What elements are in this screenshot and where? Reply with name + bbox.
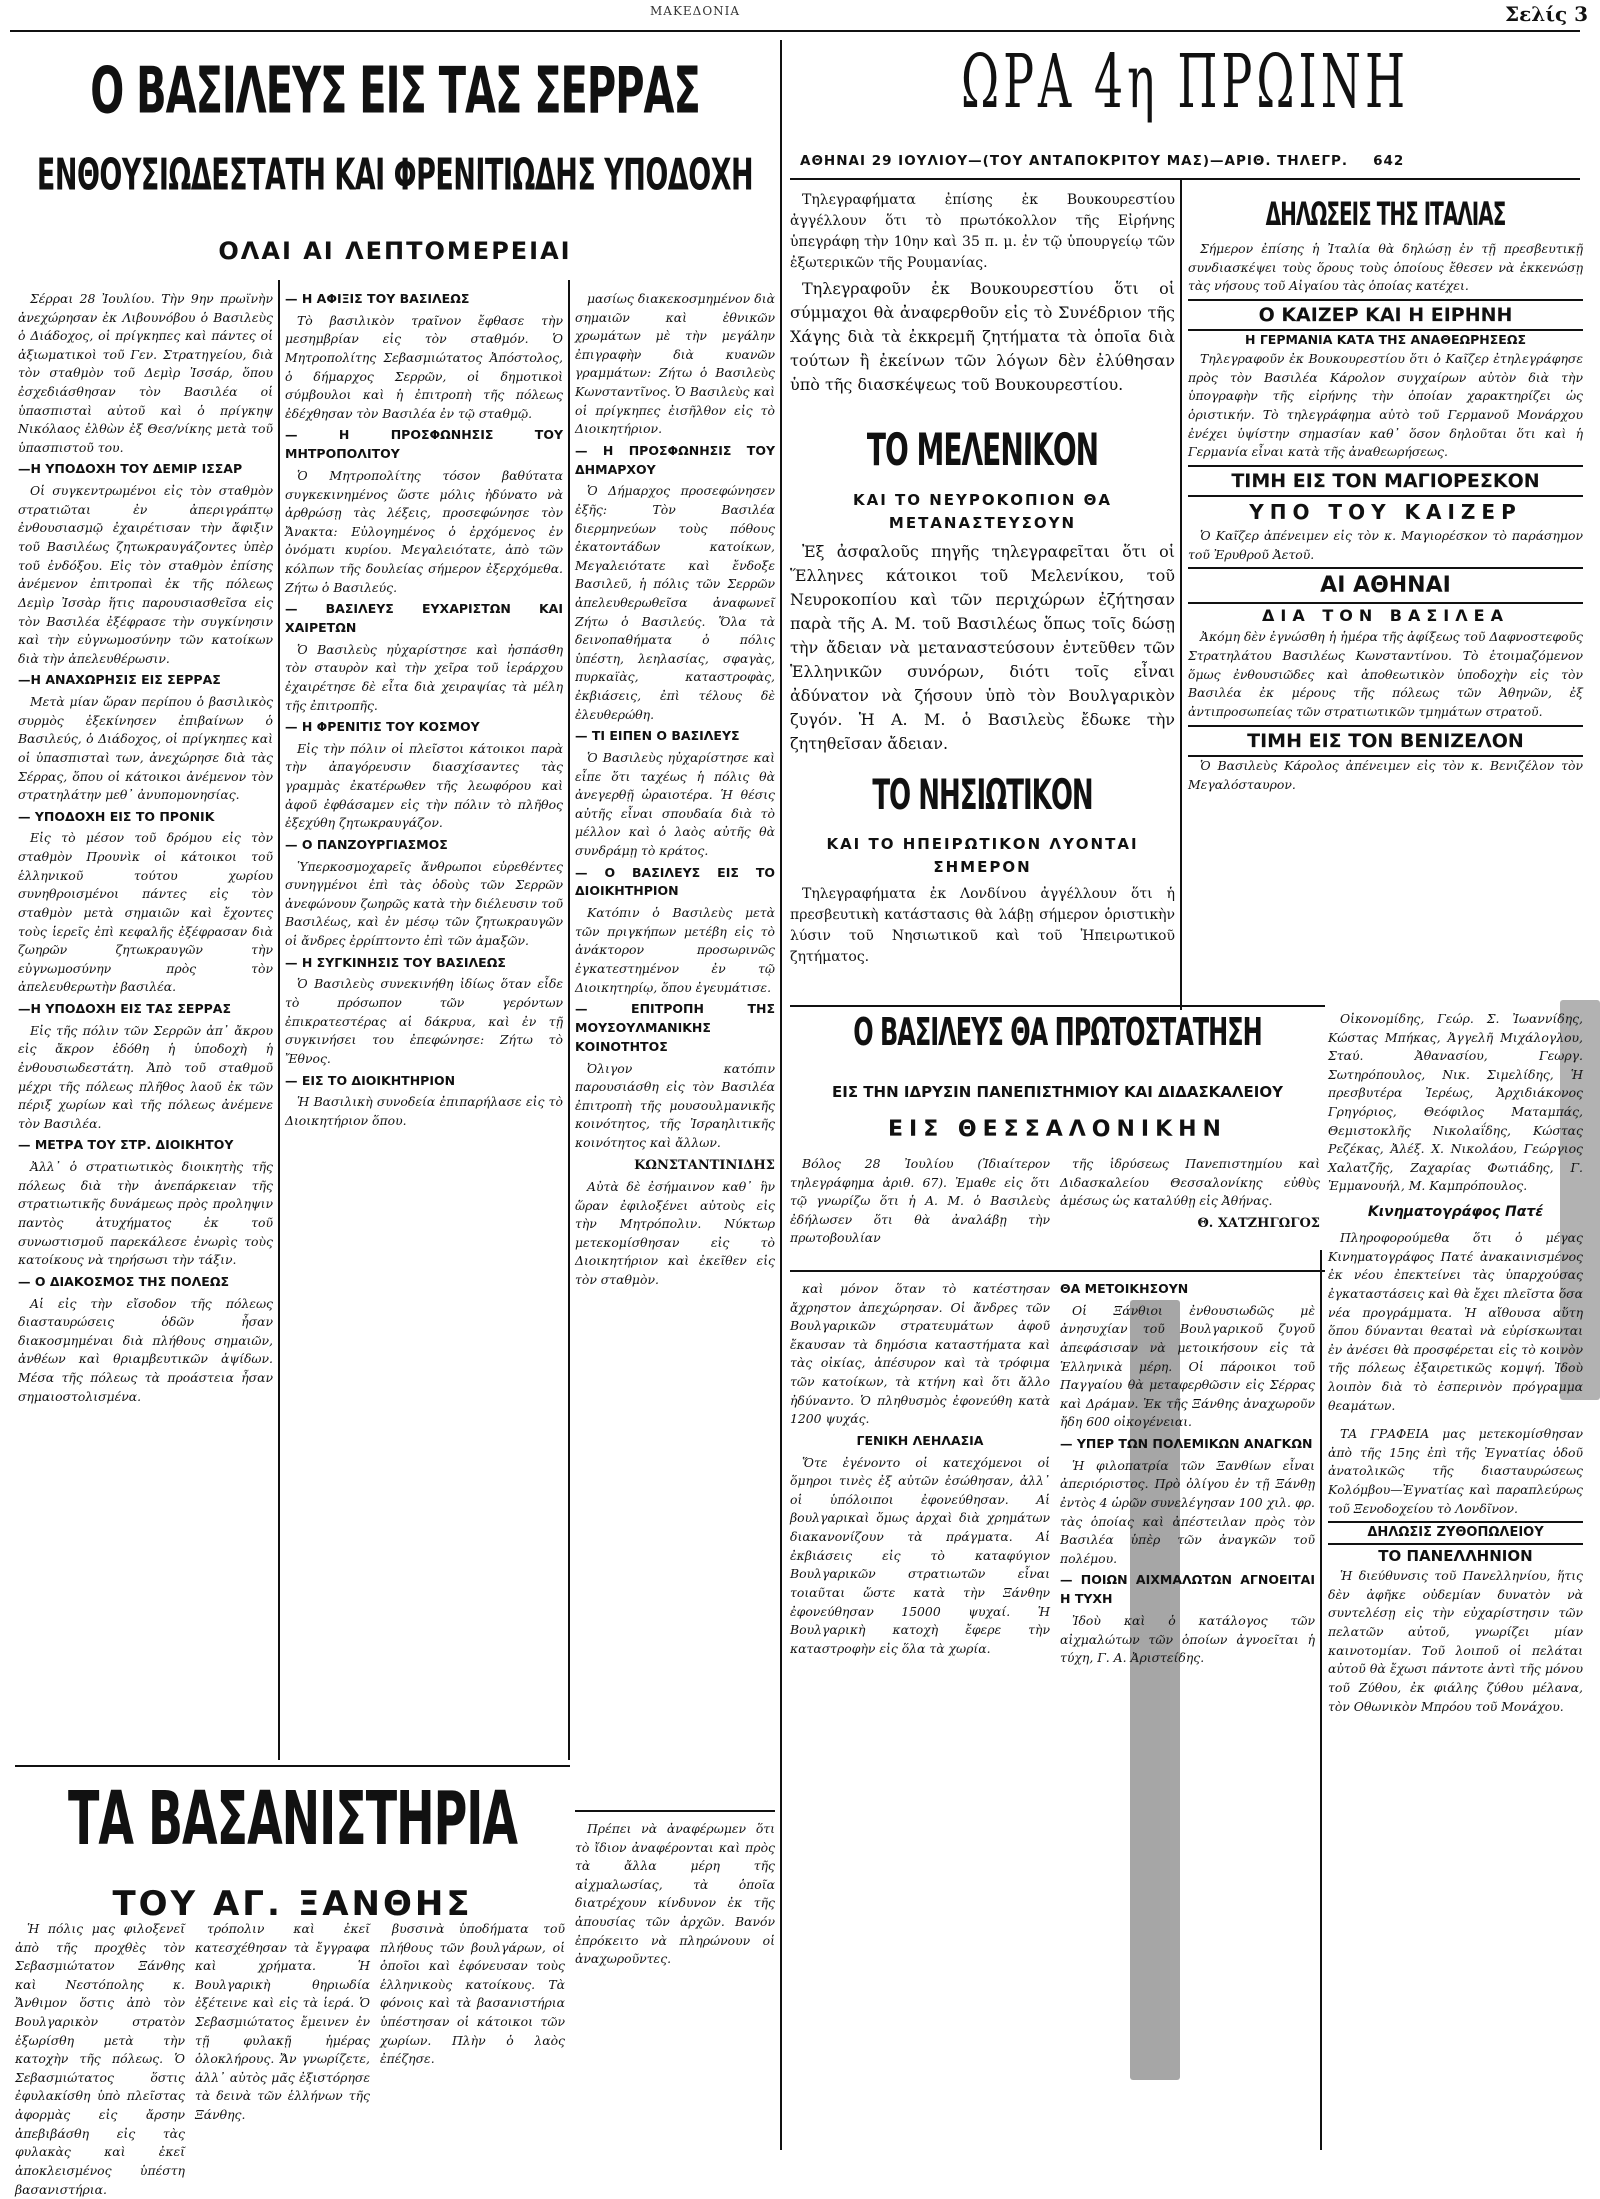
headline-all-details: ΟΛΑΙ ΑΙ ΛΕΠΤΟΜΕΡΕΙΑΙ (218, 237, 572, 265)
article-paragraph: Οἱ Ξάνθιοι ἐνθουσιωδῶς μὲ ἀνησυχίαν τοῦ Βουλγαρικοῦ ζυγοῦ ἀπεφάσισαν νὰ μετοικήσουν εἰς τὰ Ἑλληνικὰ μέρη. Οἱ πάροικοι τοῦ Παγγαίου θὰ μεταφερθῶσιν εἰς Σέρρας καὶ Δράμαν. Ἐκ τῆς Ξάνθης ἀναχωροῦν ἤδη 600 οἰκογένειαι. (1060, 1302, 1315, 1430)
headline-nisiotikon: ΤΟ ΝΗΣΙΩΤΙΚΟΝ (872, 772, 1093, 821)
article-paragraph: Ἡ πόλις μας φιλοξενεῖ ἀπὸ τῆς προχθὲς τὸν Σεβασμιώτατον Ξάνθης καὶ Νεστόπολης κ. Ἄνθιμον ὅστις ἀπὸ τὸν Βουλγαρικὸν στρατὸν ἐξωρίσθη μετὰ τὴν κατοχὴν τῆς πόλεως. Ὁ Σεβασμιώτατος ὅστις ἐφυλακίσθη ὑπὸ πλεῖστας ἀφορμὰς εἰς ἄρσην ἀπεβιβάσθη εἰς τὰς φυλακὰς καὶ ἐκεῖ ἀποκλεισμένος ὑπέστη βασανιστήρια. (15, 1921, 185, 2197)
section-heading: —Η ΥΠΟΔΟΧΗ ΕΙΣ ΤΑΣ ΣΕΡΡΑΣ (18, 1000, 231, 1016)
headline-kaiser: Ο ΚΑΙΖΕΡ ΚΑΙ Η ΕΙΡΗΝΗ (1188, 299, 1583, 332)
section-heading: — ΥΠΟΔΟΧΗ ΕΙΣ ΤΟ ΠΡΟΝΙΚ (18, 808, 215, 824)
headline-block (15, 45, 775, 275)
col5-body (1188, 190, 1583, 1010)
section-heading: — Η ΠΡΟΣΦΩΝΗΣΙΣ ΤΟΥ ΔΗΜΑΡΧΟΥ (575, 442, 775, 477)
dateline: ΑΘΗΝΑΙ 29 ΙΟΥΛΙΟΥ—(ΤΟΥ ΑΝΤΑΠΟΚΡΙΤΟΥ ΜΑΣ)—ΑΡΙΘ. ΤΗΛΕΓΡ. (800, 153, 1348, 169)
section-heading: — Η ΦΡΕΝΙΤΙΣ ΤΟΥ ΚΟΣΜΟΥ (285, 719, 480, 735)
article-paragraph: Μετὰ μίαν ὥραν περίπου ὁ βασιλικὸς συρμὸς ἐξεκίνησεν ἐπιβαίνων ὁ Βασιλεύς, ὁ Διάδοχος, οἱ πρίγκηπες καὶ οἱ ὑπασπισταὶ των, ἀνεχώρησε διὰ τὰς Σέρρας, ὅπου οἱ κάτοικοι ἀνέμενον τὸν στρατηλάτην μεθ᾽ ἀνυπομονησίας. (18, 694, 273, 803)
headline-king-in-serres: Ο ΒΑΣΙΛΕΥΣ ΕΙΣ ΤΑΣ ΣΕΡΡΑΣ (90, 55, 700, 129)
article-paragraph: Αὐτὰ δὲ ἐσήμαινον καθ᾽ ἣν ὥραν ἐφιλοξένει αὐτοὺς εἰς τὴν Μητρόπολιν. Νύκτωρ μετεκομίσθησαν εἰς τὸ Διοικητήριον καὶ ἐκεῖθεν εἰς τὸν σταθμὸν. (575, 1179, 775, 1288)
masthead-paper-name: ΜΑΚΕΔΟΝΙΑ (650, 4, 741, 18)
headline-panellinion: ΤΟ ΠΑΝΕΛΛΗΝΙΟΝ (1378, 1546, 1533, 1565)
article-paragraph: Ἡ φιλοπατρία τῶν Ξανθίων εἶναι ἀπεριόριστος. Πρὸ ὀλίγου ἐν τῇ Ξάνθῃ ἐντὸς 4 ὡρῶν συνελέγησαν 100 χιλ. φρ. τὰς ὁποίας καὶ ἀπέστειλαν πρὸς τὸν Βασιλέα ὑπὲρ τῶν ἀναγκῶν τοῦ πολέμου. (1060, 1457, 1315, 1566)
article-paragraph: Αἱ εἰς τὴν εἴσοδον τῆς πόλεως διασταυρώσεις ὁδῶν ἦσαν διακοσμημέναι διὰ πλήθους σημαιῶν, ἀνθέων καὶ θριαμβευτικῶν ἁψίδων. Μέσα τῆς πόλεως τὰ προάστεια ἦσαν σημαιοστολισμένα. (18, 1295, 273, 1404)
col1-body (18, 290, 273, 1750)
headline-for-king: ΔΙΑ ΤΟΝ ΒΑΣΙΛΕΑ (1262, 606, 1509, 626)
section-rule (15, 1765, 570, 1767)
article-paragraph: μασίως διακεκοσμημένον διὰ σημαιῶν καὶ ἐθνικῶν χρωμάτων μὲ τὴν μεγάλην ἐπιγραφὴν διὰ κυανῶν γραμμάτων: Ζήτω ὁ Βασιλεὺς Κωνσταντῖνος. Ὁ Βασιλεὺς καὶ οἱ πρίγκηπες ἐισῆλθον εἰς τὸ Διοικητήριον. (575, 291, 775, 437)
article-paragraph: βυσσινὰ ὑποδήματα τοῦ πλήθους τῶν βουλγάρων, οἱ ὁποῖοι καὶ ἐφόνευσαν τοὺς ἑλληνικοὺς κατοίκους. Τὰ φόνοις καὶ τὰ βασανιστήρια ὑπέστησαν οἱ κάτοικοι τῶν χωρίων. Πλὴν ὁ λαὸς ἐπέζησε. (380, 1921, 565, 2067)
article-paragraph: Οἱ συγκεντρωμένοι εἰς τὸν σταθμὸν στρατιῶται ἐν ἀπεριγράπτῳ ἐνθουσιασμῷ ἐχαιρέτισαν τὴν ἄφιξιν τοῦ Βασιλέως ζητωκραυγάζοντες ὑπὲρ τοῦ ἐνδόξου. Εἰς τὸν σταθμὸν ἐπίσης ἀνέμενον ἐπιτροπαὶ ἐκ τῆς πόλεως Δεμὶρ Ἰσσὰρ ἥτις παρουσιασθεῖσα εἰς τὸν Βασιλέα ἐξέφρασε τὴν συγκίνησιν καὶ τὴν εὐγνωμοσύνην τῶν κατοίκων διὰ τὴν ἀπελευθέρωσιν. (18, 483, 273, 666)
section-heading: ΓΕΝΙΚΗ ΛΕΗΛΑΣΙΑ (856, 1432, 984, 1448)
headline-nevrokopion: ΚΑΙ ΤΟ ΝΕΥΡΟΚΟΠΙΟΝ ΘΑ ΜΕΤΑΝΑΣΤΕΥΣΟΥΝ (852, 491, 1113, 532)
col3b-body (575, 1820, 775, 2150)
headline-enthusiastic-welcome: ΕΝΘΟΥΣΙΩΔΕΣΤΑΤΗ ΚΑΙ ΦΡΕΝΙΤΙΩΔΗΣ ΥΠΟΔΟΧΗ (36, 151, 754, 201)
article-paragraph: Ἀλλ᾽ ὁ στρατιωτικὸς διοικητὴς τῆς πόλεως διὰ τὴν ἀνεπάρκειαν τῆς στρατιωτικῆς δυνάμεως πρὸς προληψιν παντὸς ἀτυχήματος ἐκ τοῦ συνωστισμοῦ παρεκάλεσε ἐνωρὶς τοὺς κατοίκους νὰ τηρήσωσι τὴν τάξιν. (18, 1159, 273, 1268)
section-heading: — ΕΙΣ ΤΟ ΔΙΟΙΚΗΤΗΡΙΟΝ (285, 1072, 456, 1088)
headline-athens: ΑΙ ΑΘΗΝΑΙ (1188, 567, 1583, 604)
four-am-banner (790, 38, 1580, 158)
headline-university: ΕΙΣ ΤΗΝ ΙΔΡΥΣΙΝ ΠΑΝΕΠΙΣΤΗΜΙΟΥ ΚΑΙ ΔΙΔΑΣΚΑΛΕΙΟΥ (832, 1083, 1283, 1101)
article-paragraph: Πρέπει νὰ ἀναφέρωμεν ὅτι τὸ ἴδιον ἀναφέρονται καὶ πρὸς τὰ ἄλλα μέρη τῆς αἰχμαλωσίας, τὰ ὁποῖα διατρέχουν κίνδυνον ἐκ τῆς ἀπουσίας τῶν ἀρχῶν. Βανόν ἐπρόκειτο νὰ πληρώνουν οἱ ἀναχωροῦντες. (575, 1821, 775, 1967)
telegram-number: 642 (1373, 153, 1405, 169)
headline-bishop-xanthi: ΤΟΥ ΑΓ. ΞΑΝΘΗΣ (112, 1884, 473, 1924)
article-paragraph: Τηλεγραφοῦν ἐκ Βουκουρεστίου ὅτι ὁ Καῖζερ ἐτηλεγράφησε πρὸς τὸν Βασιλέα Κάρολον συγχαίρων αὐτὸν διὰ τὴν ὑπογραφὴν τῆς εἰρήνης τὴν ὁποίαν χαρακτηρίζει ὡς ὁριστικήν. Τὸ τηλεγράφημα αὐτὸ τοῦ Γερμανοῦ Μονάρχου ἐνέχει ὑψίστην σημασίαν καθ᾽ ὅσον δηλοῦται ὅτι καὶ ἡ Γερμανία εἶναι κατὰ τῆς ἀναθεωρήσεως. (1188, 351, 1583, 460)
article-paragraph: Ὁ Δήμαρχος προσεφώνησεν ἐξῆς: Τὸν Βασιλέα διερμηνεύων τοὺς πόθους ἐκατοντάδων κατοίκων, Μεγαλειότατε καὶ ἔνδοξε Βασιλεῦ, ἡ πόλις τῶν Σερρῶν ἀπελευθερωθεῖσα ἀναφωνεῖ Ζήτω ὁ Βασιλεύς. Ὅλα τὰ δεινοπαθήματα ὁ πόλις ὑπέστη, λεηλασίας, σφαγὰς, πυρκαϊὰς, καταστροφὰς, ἐκβιάσεις, ἐπὶ τέλους δὲ ἐλευθερώθη. (575, 483, 775, 722)
article-paragraph: Ὁ Βασιλεὺς συνεκινήθη ἰδίως ὅταν εἶδε τὸ πρόσωπον τῶν γερόντων ἐπικρατεστέρας αἱ δάκρυα, καὶ ἐν τῇ συγκινήσει του ἐπεφώνησε: Ζήτω τὸ Ἔθνος. (285, 976, 563, 1066)
headline-venizelos: ΤΙΜΗ ΕΙΣ ΤΟΝ ΒΕΝΙΖΕΛΟΝ (1188, 725, 1583, 758)
king-patron-text-a (790, 1155, 1050, 1265)
col2-body (285, 290, 563, 1760)
section-heading: — Η ΣΥΓΚΙΝΗΣΙΣ ΤΟΥ ΒΑΣΙΛΕΩΣ (285, 954, 506, 970)
section-heading: — ΕΠΙΤΡΟΠΗ ΤΗΣ ΜΟΥΣΟΥΛΜΑΝΙΚΗΣ ΚΟΙΝΟΤΗΤΟΣ (575, 1001, 775, 1054)
signature: Θ. ΧΑΤΖΗΓΩΓΟΣ (1197, 1215, 1320, 1231)
column-divider (568, 280, 570, 1760)
article-paragraph: Ἡ διεύθυνσις τοῦ Πανελληνίου, ἥτις δὲν ἀφῆκε οὐδεμίαν δυνατὸν νὰ συντελέσῃ εἰς τὴν εὐχαρίστησιν τῶν πελατῶν αὐτοῦ, γνωρίζει μίαν καινοτομίαν. Τοῦ λοιποῦ οἱ πελάται αὐτοῦ θὰ ἔχωσι πάντοτε ἀντὶ τῆς μόνου τοῦ Ζύθου, ἐκ φιάλης ζύθου μέλανα, τὸν Οθωνικὸν Μπρόου τοῦ Μονάχου. (1328, 1568, 1583, 1714)
headline-by-kaiser: ΥΠΟ ΤΟΥ ΚΑΙΖΕΡ (1249, 500, 1522, 525)
article-paragraph: Ἐξ ἀσφαλοῦς πηγῆς τηλεγραφεῖται ὅτι οἱ Ἕλληνες κάτοικοι τοῦ Μελενίκου, τοῦ Νευροκοπίου καὶ τῶν περιχώρων ἐζήτησαν παρὰ τῆς Α. Μ. τοῦ Βασιλέως ὅπως τοῖς δώσῃ τὴν ἄδειαν νὰ μεταναστεύσουν ἐντεῦθεν τῶν Ἑλληνικῶν συνόρων, διότι τοῖς εἶναι ἀδύνατον νὰ ζήσουν ὑπὸ τὸν Βουλγαρικὸν ζυγόν. Ἡ Α. Μ. ὁ Βασιλεὺς ἔδωκε τὴν ζητηθεῖσαν ἄδειαν. (790, 542, 1175, 753)
section-rule (790, 1005, 1325, 1007)
article-paragraph: Ὅτε ἐγένοντο οἱ κατεχόμενοι οἱ ὅμηροι τινὲς ἐξ αὐτῶν ἐσώθησαν, ἀλλ᾽ οἱ ὑπόλοιποι ἐφονεύθησαν. Αἱ βουλγαρικαὶ ὅμως ἀρχαὶ διὰ χρημάτων διακανονίζουν τὰ πράγματα. Αἱ ἐκβιάσεις εἰς τὸ καταφύγιον Βουλγαρικῶν στρατιωτῶν εἶναι τοιαῦται ὥστε κατὰ τὴν Ξάνθην ἐφονεύθησαν 15000 ψυχαί. Ἡ Βουλγαρικὴ κατοχὴ ἔφερε τὴν καταστροφὴν εἰς ὅλα τὰ χωρία. (790, 1454, 1050, 1656)
article-paragraph: Ὁ Βασιλεὺς ηὐχαρίστησε καὶ ἠσπάσθη τὸν σταυρὸν καὶ τὴν χεῖρα τοῦ ἱεράρχου ἐχαιρέτησε δὲ εἶτα διὰ χειραψίας τὰ μέλη τῆς ἐπιτροπῆς. (285, 641, 563, 713)
headline-honor-maiorescu: ΤΙΜΗ ΕΙΣ ΤΟΝ ΜΑΓΙΟΡΕΣΚΟΝ (1188, 465, 1583, 498)
article-paragraph: τῆς ἱδρύσεως Πανεπιστημίου καὶ Διδασκαλείου Θεσσαλονίκης εὐθὺς ἀμέσως ὡς καταλύθῃ εἰς Ἀθήνας. (1060, 1156, 1320, 1209)
article-paragraph: Ὁ Βασιλεὺς ηὐχαρίστησε καὶ εἶπε ὅτι ταχέως ἡ πόλις θὰ ἀνεγερθῇ ὡραιοτέρα. Ἡ θέσις αὐτῆς εἶναι σπουδαία διὰ τὸ μέλλον καὶ ὁ λαὸς αὐτῆς θὰ συνδράμῃ τὸ κράτος. (575, 750, 775, 859)
article-paragraph: Ὁ Καῖζερ ἀπένειμεν εἰς τὸν κ. Μαγιορέσκον τὸ παράσημον τοῦ Ἐρυθροῦ Ἀετοῦ. (1188, 528, 1583, 562)
section-rule (790, 1270, 1325, 1272)
torture-col-c (380, 1920, 565, 2155)
article-paragraph: Τηλεγραφήματα ἐκ Λονδίνου ἀγγέλλουν ὅτι ἡ πρεσβευτικὴ κατάστασις θὰ λάβῃ σήμερον ὁριστικὴν λύσιν τοῦ Νησιωτικοῦ καὶ τοῦ Ἠπειρωτικοῦ ζητήματος. (790, 886, 1175, 965)
section-heading: ΘΑ ΜΕΤΟΙΚΗΣΟΥΝ (1060, 1281, 1189, 1296)
article-paragraph: καὶ μόνον ὅταν τὸ κατέστησαν ἄχρηστον ἀπεχώρησαν. Οἱ ἄνδρες τῶν Βουλγαρικῶν στρατευμάτων ἀφοῦ ἔκαυσαν τὰ δημόσια καταστήματα καὶ τὰς οἰκίας, ἀπέσυρον καὶ τὰ τρόφιμα τῶν κατοίκων, τὰ κτήνη καὶ ὅτι ἄλλο ἠδύναντο. Ὁ πληθυσμὸς ἐφονεύθη κατὰ 1200 ψυχάς. (790, 1281, 1050, 1427)
article-paragraph: Ὀλιγον κατόπιν παρουσιάσθη εἰς τὸν Βασιλέα ἐπιτροπὴ τῆς μουσουλμανικῆς κοινότητος, τῆς Ἰσραηλιτικῆς κοινότητος καὶ ἄλλων. (575, 1060, 775, 1150)
article-paragraph: Ἰδοὺ καὶ ὁ κατάλογος τῶν αἰχμαλώτων τῶν ὁποίων ἀγνοεῖται ἡ τύχη, Γ. Α. Ἀριστείδης. (1060, 1612, 1315, 1666)
article-paragraph: Τηλεγραφοῦν ἐκ Βουκουρεστίου ὅτι οἱ σύμμαχοι θὰ ἀναφερθοῦν εἰς τὸ Συνέδριον τῆς Χάγης διὰ τὰ ἐκκρεμῆ ζητήματα τὰ ὁποῖα διὰ τούτων ἢ ἐκείνων τῶν λόγων δὲν ἐλύθησαν ὑπὸ τῆς διασκέψεως τοῦ Βουκουρεστίου. (790, 279, 1175, 394)
article-paragraph: Σήμερον ἐπίσης ἡ Ἰταλία θὰ δηλώσῃ ἐν τῇ πρεσβευτικῇ συνδιασκέψει τοὺς ὅρους τοὺς ὁποίους ἔθεσεν νὰ ἐκκενώσῃ τὰς νήσους τοῦ Αἰγαίου τὰς ὁποίας κατέχει. (1188, 241, 1583, 294)
section-heading: — Ο ΔΙΑΚΟΣΜΟΣ ΤΗΣ ΠΟΛΕΩΣ (18, 1273, 229, 1289)
headline-ipeirotikon: ΚΑΙ ΤΟ ΗΠΕΙΡΩΤΙΚΟΝ ΛΥΟΝΤΑΙ ΣΗΜΕΡΟΝ (826, 835, 1139, 876)
prisoner-list: Οἰκονομίδης, Γεώρ. Σ. Ἰωαννίδης, Κώστας Μπήκας, Ἀγγελῆ Μιχάλογλου, Σταύ. Ἀθανασίου, Γεωργ. Σωτηρόπουλος, Νικ. Σιμελίδης, Ἡ πρεσβυτέρα Ἰερέως, Ἀρχιδιάκονος Γρηγόριος, Θεόφιλος Ματαμπάς, Θεμιστοκλῆς Νικολαΐδης, Κώστας Ρεζέκας, Ἀλέξ. Χ. Νικολάου, Γεώργιος Χαλατζῆς, Ζαχαρίας Φωτιάδης, Γ. Ἐμμανουήλ, Μ. Καμπρόπουλος. (1328, 1011, 1583, 1194)
section-heading: — ΤΙ ΕΙΠΕΝ Ο ΒΑΣΙΛΕΥΣ (575, 728, 740, 744)
article-paragraph: Σέρραι 28 Ἰουλίου. Τὴν 9ην πρωϊνὴν ἀνεχώρησαν ἐκ Λιβουνόβου ὁ Βασιλεὺς ὁ Διάδοχος, οἱ πρίγκηπες καὶ πάντες οἱ ἀξιωματικοὶ τοῦ Γεν. Στρατηγείου, διὰ τὸν σταθμὸν τοῦ Δεμὶρ Ἰσσάρ, ὅπου ἐσχεδιάσθησαν τὸν Βασιλέα οἱ ὑπασπισταὶ αὐτοῦ καὶ ὁ πρίγκηψ Νικόλαος ἐλθὼν ἐξ Θεσ/νίκης μετὰ τοῦ ὑπασπιστοῦ του. (18, 291, 273, 455)
section-heading: — ΥΠΕΡ ΤΩΝ ΠΟΛΕΜΙΚΩΝ ΑΝΑΓΚΩΝ (1060, 1436, 1313, 1452)
dateline-row (800, 150, 1480, 174)
headline-tortures: ΤΑ ΒΑΣΑΝΙΣΤΗΡΙΑ (67, 1775, 518, 1862)
signature: ΚΩΝΣΤΑΝΤΙΝΙΔΗΣ (634, 1157, 775, 1173)
banner-four-am: ΩΡΑ 4η ΠΡΩΙΝΗ (960, 38, 1410, 125)
article-paragraph: Βόλος 28 Ἰουλίου (Ἰδιαίτερον τηλεγράφημα ἀριθ. 67). Ἐμαθε εἰς ὅτι τῷ γνωρίζω ὅτι ἡ Α. Μ. ὁ Βασιλεὺς ἐδήλωσεν ὅτι θὰ ἀναλάβῃ τὴν πρωτοβουλίαν (790, 1156, 1050, 1246)
headline-thessaloniki: ΕΙΣ ΘΕΣΣΑΛΟΝΙΚΗΝ (888, 1117, 1227, 1142)
section-heading: —Η ΑΝΑΧΩΡΗΣΙΣ ΕΙΣ ΣΕΡΡΑΣ (18, 672, 221, 688)
section-heading: —Η ΥΠΟΔΟΧΗ ΤΟΥ ΔΕΜΙΡ ΙΣΣΑΡ (18, 461, 243, 477)
headline-brewery-notice: ΔΗΛΩΣΙΣ ΖΥΘΟΠΩΛΕΙΟΥ (1328, 1521, 1583, 1545)
article-paragraph: Εἰς τὸ μέσον τοῦ δρόμου εἰς τὸν σταθμὸν Προυνὶκ οἱ κάτοικοι τοῦ ἑλληνικοῦ τούτου χωρίου συνηθροισμένοι πάντες εἰς τὸν σταθμὸν μετὰ σημαιῶν καὶ ἔχοντες τοὺς ἱερεῖς ἐπὶ κεφαλῆς ἐξέφρασαν διὰ ζωηρῶν ζητωκραυγῶν τὴν εὐγνωμοσύνην πρὸς τὸν ἀπελευθερωτὴν βασιλέα. (18, 830, 273, 995)
article-paragraph: Ὁ Βασιλεὺς Κάρολος ἀπένειμεν εἰς τὸν κ. Βενιζέλον τὸν Μεγαλόσταυρον. (1188, 758, 1583, 792)
article-paragraph: Τὸ βασιλικὸν τραῖνον ἔφθασε τὴν μεσημβρίαν εἰς τὸν σταθμόν. Ὁ Μητροπολίτης Σεβασμιώτατος Ἀπόστολος, ὁ δήμαρχος Σερρῶν, οἱ δημοτικοὶ σύμβουλοι καὶ ἡ ἐπιτροπὴ τῆς πόλεως ἐδέχθησαν τὸν Βασιλέα ἐν τῷ σταθμῷ. (285, 312, 563, 421)
offices-notice: ΤΑ ΓΡΑΦΕΙΑ μας μετεκομίσθησαν ἀπὸ τῆς 15ης ἐπὶ τῆς Ἐγνατίας ὁδοῦ ἀνατολικῶς τῆς διασταυρώσεως Κολόμβου—Ἐγνατίας καὶ παραπλεύρως τοῦ Ξενοδοχείου τὸ Λονδῖνον. (1328, 1426, 1583, 1516)
king-patron-text-b (1060, 1155, 1320, 1265)
right-mid (1328, 1010, 1583, 2150)
article-paragraph: Ἀκόμη δὲν ἐγνώσθη ἡ ἡμέρα τῆς ἀφίξεως τοῦ Δαφνοστεφοῦς Στρατηλάτου Βασιλέως Κωνσταντίνου. Τὸ ἑτοιμαζόμενον ὅμως ἐνθουσιῶδες καὶ ἀποθεωτικὸν ὑποδοχὴν εἰς τὸν Βασιλέα ἐκ μέρους τῆς πόλεως τῶν Ἀθηνῶν, ἐξ ἀντιπροσωπείας τῶν στρατιωτικῶν τμημάτων στρατοῦ. (1188, 629, 1583, 719)
article-paragraph: Ἡ Βασιλικὴ συνοδεία ἐπιπαρήλασε εἰς τὸ Διοικητήριον ὅπου. (285, 1094, 563, 1128)
section-heading: — Ο ΒΑΣΙΛΕΥΣ ΕΙΣ ΤΟ ΔΙΟΙΚΗΤΗΡΙΟΝ (575, 864, 775, 899)
headline-cinema: Κινηματογράφος Πατέ (1367, 1204, 1544, 1221)
article-paragraph: Πληροφορούμεθα ὅτι ὁ μέγας Κινηματογράφος Πατέ ἀνακαινισμένος ἐκ νέου ἐπεκτείνει τὰς ὑπαρχούσας ἐγκαταστάσεις καὶ θὰ ἔχει πλεῖστα ὅσα νέα προγράμματα. Ἡ αἴθουσα αὕτη ὅπου δύνανται θεαταὶ νὰ εὑρίσκωνται ἐν ἀνέσει θὰ προσφέρεται εἰς τὸ κοινὸν τῆς πόλεως ἐξαιρετικῶς κομψή. Ἰδοὺ λοιπὸν διὰ τὸ ἑσπερινὸν πρόγραμμα θεαμάτων. (1328, 1230, 1583, 1413)
section-heading: — Ο ΠΑΝΖΟΥΡΓΙΑΣΜΟΣ (285, 836, 448, 852)
column-divider (1320, 1250, 1322, 2150)
article-paragraph: Εἰς τὴν πόλιν οἱ πλεῖστοι κάτοικοι παρὰ τὴν ἀπαγόρευσιν διασχίσαντες τὰς γραμμὰς ἐκατέρωθεν τῆς λεωφόρου καὶ ἀφοῦ ἐφθάσαμεν εἰς τὴν πόλιν τὸ πλῆθος ἐξεχύθη ζητωκραυγάζον. (285, 740, 563, 831)
masthead-rule (10, 30, 1580, 32)
column-divider (1180, 180, 1182, 1010)
section-heading: — ΜΕΤΡΑ ΤΟΥ ΣΤΡ. ΔΙΟΙΚΗΤΟΥ (18, 1137, 234, 1153)
torture-col-b (195, 1920, 370, 2155)
article-paragraph: Εἰς τῆς πόλιν τῶν Σερρῶν ἀπ᾽ ἄκρου εἰς ἄκρον ἐδόθη ἡ ὑποδοχὴ ἡ ἐνθουσιωδεστάτη. Ἀπὸ τοῦ σταθμοῦ μέχρι τῆς πόλεως πλῆθος λαοῦ ἐκ τῶν πέριξ χωρίων καὶ τῆς πόλεως ἀνέμενε τὸν Βασιλέα. (18, 1022, 273, 1131)
section-heading: — Η ΑΦΙΞΙΣ ΤΟΥ ΒΑΣΙΛΕΩΣ (285, 291, 470, 306)
section-heading: — ΠΟΙΩΝ ΑΙΧΜΑΛΩΤΩΝ ΑΓΝΟΕΙΤΑΙ Η ΤΥΧΗ (1060, 1572, 1315, 1607)
mid-col2 (1060, 1280, 1315, 2150)
torture-col-a (15, 1920, 185, 2197)
article-paragraph: Κατόπιν ὁ Βασιλεὺς μετὰ τῶν πριγκήπων μετέβη εἰς τὸ ἀνάκτορον προσωρινῶς ἐγκατεστημένον ἐν τῷ Διοικητηρίῳ, ὅπου ἐγευμάτισε. (575, 905, 775, 995)
torture-headline (15, 1775, 570, 1924)
headline-italy: ΔΗΛΩΣΕΙΣ ΤΗΣ ΙΤΑΛΙΑΣ (1265, 194, 1506, 234)
section-rule (575, 1810, 775, 1812)
article-paragraph: Τηλεγραφήματα ἐπίσης ἐκ Βουκουρεστίου ἀγγέλλουν ὅτι τὸ πρωτόκολλον τῆς Εἰρήνης ὑπεγράφη τὴν 10ην καὶ 35 π. μ. ἐν τῷ ὑπουργείῳ τῶν ἐξωτερικῶν τῆς Ρουμανίας. (790, 192, 1175, 271)
article-paragraph: Ὁ Μητροπολίτης τόσον βαθύτατα συγκεκινημένος ὥστε μόλις ἠδύνατο νὰ ἀρθρώσῃ τὰς λέξεις, προσεφώνησε τὸν Ἄνακτα: Εὐλογημένος ὁ ἐρχόμενος ἐν ὀνόματι κυρίου. Μεγαλειότατε, ἀπὸ τῶν κόλπων τῆς δουλείας σήμερον ἐξερχόμεθα. Ζήτω ὁ Βασιλεύς. (285, 467, 563, 595)
page-number: Σελίς 3 (1505, 2, 1589, 26)
dateline-rule (790, 178, 1580, 180)
section-heading: — ΒΑΣΙΛΕΥΣ ΕΥΧΑΡΙΣΤΩΝ ΚΑΙ ΧΑΙΡΕΤΩΝ (285, 601, 563, 635)
col3-body (575, 290, 775, 1750)
article-paragraph: τρόπολιν καὶ ἐκεῖ κατεσχέθησαν τὰ ἔγγραφα καὶ χρήματα. Ἡ Βουλγαρικὴ θηριωδία ἐξέτεινε καὶ εἰς τὰ ἱερά. Ὁ Σεβασμιώτατος ἔμεινεν ἐν τῇ φυλακῇ ἡμέρας ὁλοκλήρους. Ἄν γνωρίζετε, ἀλλ᾽ αὐτὸς μᾶς ἐξιστόρησε τὰ δεινὰ τῶν ἑλλήνων τῆς Ξάνθης. (195, 1921, 370, 2123)
column-divider (780, 40, 782, 2150)
article-paragraph: Ὑπερκοσμοχαρεῖς ἄνθρωποι εὑρεθέντες συνηγμένοι ἐπὶ τὰς ὁδοὺς τῶν Σερρῶν ἀνεφώνουν ζωηρῶς κατὰ τὴν διέλευσιν τοῦ Βασιλέως, καὶ ἐν μέσῳ τῶν ζητωκραυγῶν οἱ ἄνδρες ἐρρίπτοντο ἐπὶ τῶν ἀμαξῶν. (285, 858, 563, 949)
headline-king-patron: Ο ΒΑΣΙΛΕΥΣ ΘΑ ΠΡΩΤΟΣΤΑΤΗΣΗ (853, 1010, 1262, 1055)
section-heading: — Η ΠΡΟΣΦΩΝΗΣΙΣ ΤΟΥ ΜΗΤΡΟΠΟΛΙΤΟΥ (285, 427, 563, 462)
headline-melenikon: ΤΟ ΜΕΛΕΝΙΚΟΝ (866, 423, 1099, 477)
mid-col1 (790, 1280, 1050, 2150)
headline-germany: Η ΓΕΡΜΑΝΙΑ ΚΑΤΑ ΤΗΣ ΑΝΑΘΕΩΡΗΣΕΩΣ (1245, 332, 1526, 348)
column-divider (278, 280, 280, 1760)
col4-body (790, 190, 1175, 1010)
